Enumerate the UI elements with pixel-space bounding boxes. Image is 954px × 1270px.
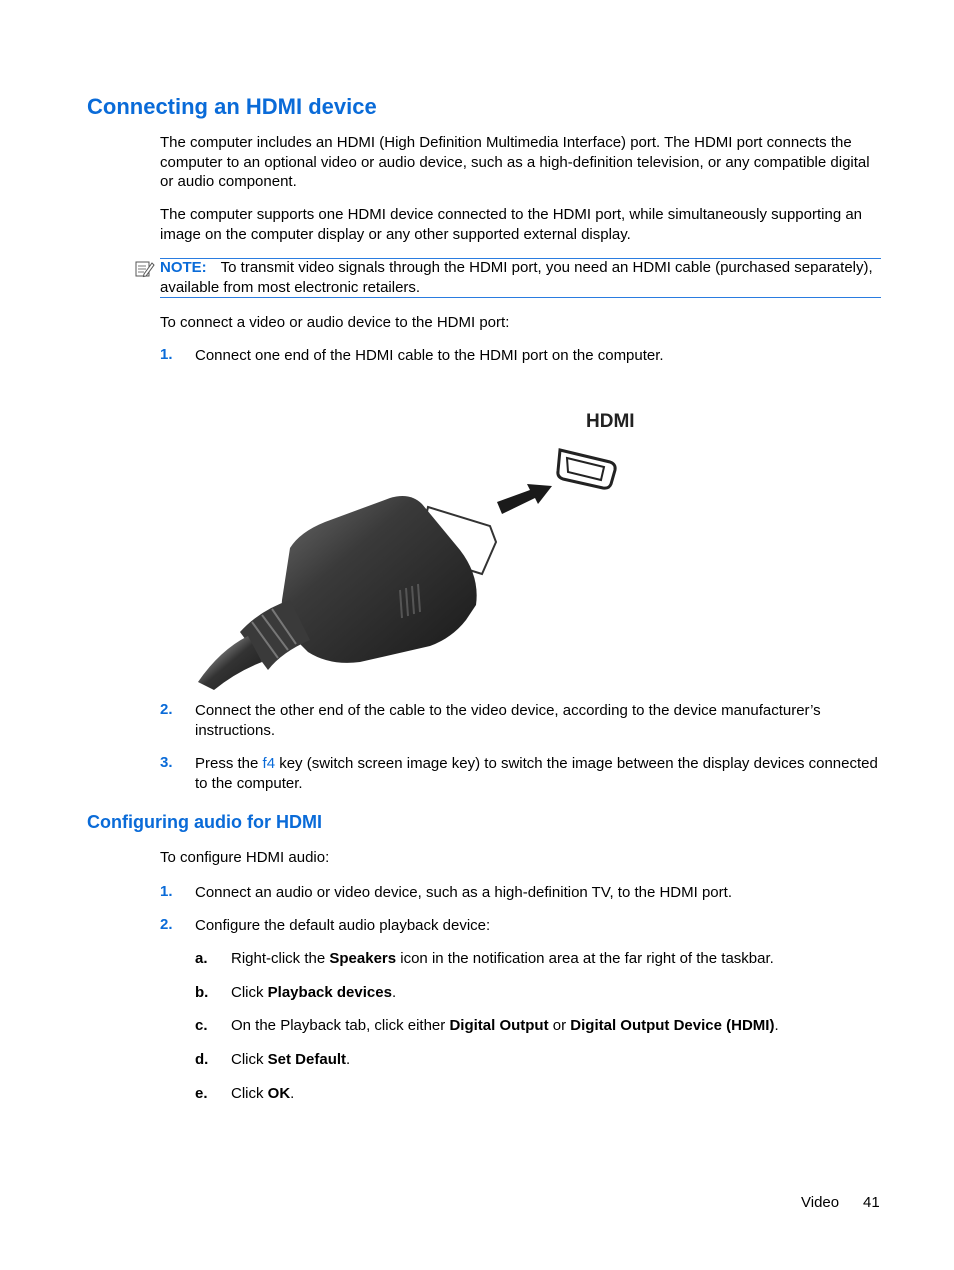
f4-key-link[interactable]: f4: [262, 755, 276, 772]
step-text: Configure the default audio playback device:: [195, 917, 491, 934]
note: [160, 258, 881, 297]
page-number: 41: [863, 1194, 880, 1211]
section-heading: Configuring audio for HDMI: [87, 812, 322, 832]
footer-section: Video: [801, 1194, 840, 1211]
page-title: Connecting an HDMI device: [87, 94, 377, 119]
connect-intro: To connect a video or audio device to the HDMI port:: [160, 314, 510, 331]
substep-letter: a.: [195, 950, 208, 967]
step-number: 2.: [160, 916, 173, 933]
step-number: 1.: [160, 346, 173, 363]
substep-letter: d.: [195, 1051, 209, 1068]
note-icon: [135, 260, 155, 283]
intro-paragraph-2: The computer supports one HDMI device connected to the HDMI port, while simultaneously supporting an image on the computer display or any other supported external display.: [160, 206, 863, 243]
substep-text: Click Set Default.: [231, 1051, 351, 1068]
step-number: 1.: [160, 883, 173, 900]
step-number: 3.: [160, 754, 173, 771]
step-text: Connect an audio or video device, such as a high-definition TV, to the HDMI port.: [195, 884, 732, 901]
substep-text: Click OK.: [231, 1085, 295, 1102]
step-text: Press the f4 key (switch screen image key) to switch the image between the display devices connected to the computer.: [195, 755, 878, 792]
note-text: To transmit video signals through the HDMI port, you need an HDMI cable (purchased separately), available from most electronic retailers.: [160, 259, 873, 296]
intro-paragraph-1: The computer includes an HDMI (High Definition Multimedia Interface) port. The HDMI port connects the computer to an optional video or audio device, such as a high-definition television, or any compatible digital or audio component.: [160, 134, 870, 190]
note-label: NOTE:: [160, 259, 207, 276]
step-text: Connect the other end of the cable to the video device, according to the device manufacturer’s instructions.: [195, 702, 821, 739]
substep-letter: c.: [195, 1017, 208, 1034]
step-text: Connect one end of the HDMI cable to the HDMI port on the computer.: [195, 347, 664, 364]
audio-intro: To configure HDMI audio:: [160, 849, 330, 866]
figure-port-label: HDMI: [586, 411, 635, 432]
substep-text: Click Playback devices.: [231, 984, 397, 1001]
substep-text: Right-click the Speakers icon in the notification area at the far right of the taskbar.: [231, 950, 774, 967]
hdmi-connection-illustration: [190, 400, 660, 695]
substep-letter: b.: [195, 984, 209, 1001]
step-number: 2.: [160, 701, 173, 718]
substep-text: On the Playback tab, click either Digital Output or Digital Output Device (HDMI).: [231, 1017, 779, 1034]
substep-letter: e.: [195, 1085, 208, 1102]
